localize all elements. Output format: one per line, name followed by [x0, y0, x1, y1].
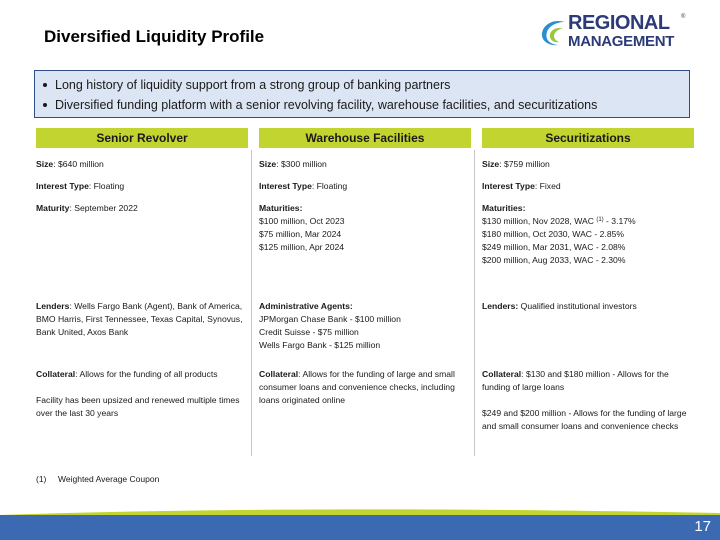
- lenders-value: Qualified institutional investors: [518, 301, 637, 311]
- column-header: Warehouse Facilities: [259, 128, 471, 148]
- column-divider: [251, 150, 252, 456]
- maturity-item: $200 million, Aug 2033, WAC - 2.30%: [482, 255, 626, 265]
- key-points-box: [34, 70, 690, 118]
- footer-wave-icon: [0, 505, 720, 540]
- collateral-value: : Allows for the funding of all products: [75, 369, 218, 379]
- interest-value: : Fixed: [534, 181, 561, 191]
- maturity-text: $130 million, Nov 2028, WAC: [482, 216, 597, 226]
- bullet-text: Long history of liquidity support from a strong group of banking partners: [55, 78, 451, 92]
- lenders-row: [482, 300, 694, 313]
- bullet-item: [43, 95, 681, 115]
- size-value: : $640 million: [53, 159, 104, 169]
- column-senior-revolver: [36, 128, 248, 456]
- bullet-dot-icon: [43, 103, 47, 107]
- size-value: : $759 million: [499, 159, 550, 169]
- maturity-value: : September 2022: [69, 203, 138, 213]
- agent-item: Credit Suisse - $75 million: [259, 327, 359, 337]
- footnote-ref: (1): [596, 217, 604, 223]
- lenders-label: Lenders: [36, 301, 70, 311]
- size-label: Size: [482, 159, 500, 169]
- maturity-item: $100 million, Oct 2023: [259, 216, 345, 226]
- interest-row: [36, 180, 248, 193]
- column-body: [482, 148, 694, 456]
- lenders-value: : Wells Fargo Bank (Agent), Bank of America, BMO Harris, First Tennessee, Texas Capital, Synovus, Bank United, Axos Bank: [36, 301, 243, 337]
- agents-block: [259, 300, 471, 352]
- lenders-row: [36, 300, 248, 339]
- interest-row: [259, 180, 471, 193]
- maturity-item: [482, 215, 694, 228]
- maturity-rate: - 3.17%: [603, 216, 636, 226]
- logo-line-2: MANAGEMENT: [568, 33, 675, 50]
- collateral-label: Collateral: [482, 369, 522, 379]
- maturities-block: [259, 202, 471, 254]
- interest-value: : Floating: [311, 181, 348, 191]
- logo-line-1: REGIONAL: [568, 12, 670, 34]
- page-number: 17: [694, 518, 711, 535]
- size-label: Size: [259, 159, 277, 169]
- collateral-row: [259, 368, 471, 407]
- maturity-label: Maturity: [36, 203, 70, 213]
- maturity-item: $125 million, Apr 2024: [259, 242, 345, 252]
- size-row: [36, 158, 248, 171]
- logo-swoosh-icon: [538, 16, 568, 48]
- column-body: [259, 148, 471, 456]
- bullet-dot-icon: [43, 83, 47, 87]
- logo-trademark: ®: [681, 14, 686, 20]
- size-label: Size: [36, 159, 54, 169]
- footnote-number: (1): [36, 474, 47, 484]
- page-title: Diversified Liquidity Profile: [44, 27, 265, 46]
- maturity-item: $75 million, Mar 2024: [259, 229, 342, 239]
- interest-label: Interest Type: [36, 181, 89, 191]
- footnote-text: Weighted Average Coupon: [58, 474, 160, 484]
- maturities-label: Maturities:: [259, 203, 303, 213]
- maturities-label: Maturities:: [482, 203, 526, 213]
- interest-label: Interest Type: [482, 181, 535, 191]
- size-row: [259, 158, 471, 171]
- maturity-item: $249 million, Mar 2031, WAC - 2.08%: [482, 242, 626, 252]
- bullet-item: [43, 75, 681, 95]
- collateral-label: Collateral: [259, 369, 299, 379]
- collateral-value: : Allows for the funding of large and small consumer loans and convenience checks, including loans originated online: [259, 369, 455, 405]
- column-header: Senior Revolver: [36, 128, 248, 148]
- column-divider: [474, 150, 475, 456]
- facility-note: Facility has been upsized and renewed multiple times over the last 30 years: [36, 395, 240, 418]
- company-logo: [538, 12, 688, 52]
- collateral-label: Collateral: [36, 369, 76, 379]
- interest-row: [482, 180, 694, 193]
- bullet-text: Diversified funding platform with a senior revolving facility, warehouse facilities, and securitizations: [55, 98, 598, 112]
- size-value: : $300 million: [276, 159, 327, 169]
- collateral-value: : $130 and $180 million - Allows for the funding of large loans: [482, 369, 669, 392]
- lenders-label: Lenders:: [482, 301, 519, 311]
- maturity-row: [36, 202, 248, 215]
- footer-band: [0, 505, 720, 540]
- maturity-item: $180 million, Oct 2030, WAC - 2.85%: [482, 229, 625, 239]
- column-header: Securitizations: [482, 128, 694, 148]
- size-row: [482, 158, 694, 171]
- agent-item: Wells Fargo Bank - $125 million: [259, 340, 381, 350]
- collateral-row: [482, 368, 694, 394]
- maturities-block: [482, 202, 694, 267]
- column-securitizations: [482, 128, 694, 456]
- footnote: [36, 474, 159, 484]
- collateral-note: $249 and $200 million - Allows for the funding of large and small consumer loans and convenience checks: [482, 408, 687, 431]
- column-body: [36, 148, 248, 456]
- collateral-row: [36, 368, 248, 381]
- column-warehouse-facilities: [259, 128, 471, 456]
- interest-value: : Floating: [88, 181, 125, 191]
- agent-item: JPMorgan Chase Bank - $100 million: [259, 314, 401, 324]
- interest-label: Interest Type: [259, 181, 312, 191]
- agents-label: Administrative Agents:: [259, 301, 353, 311]
